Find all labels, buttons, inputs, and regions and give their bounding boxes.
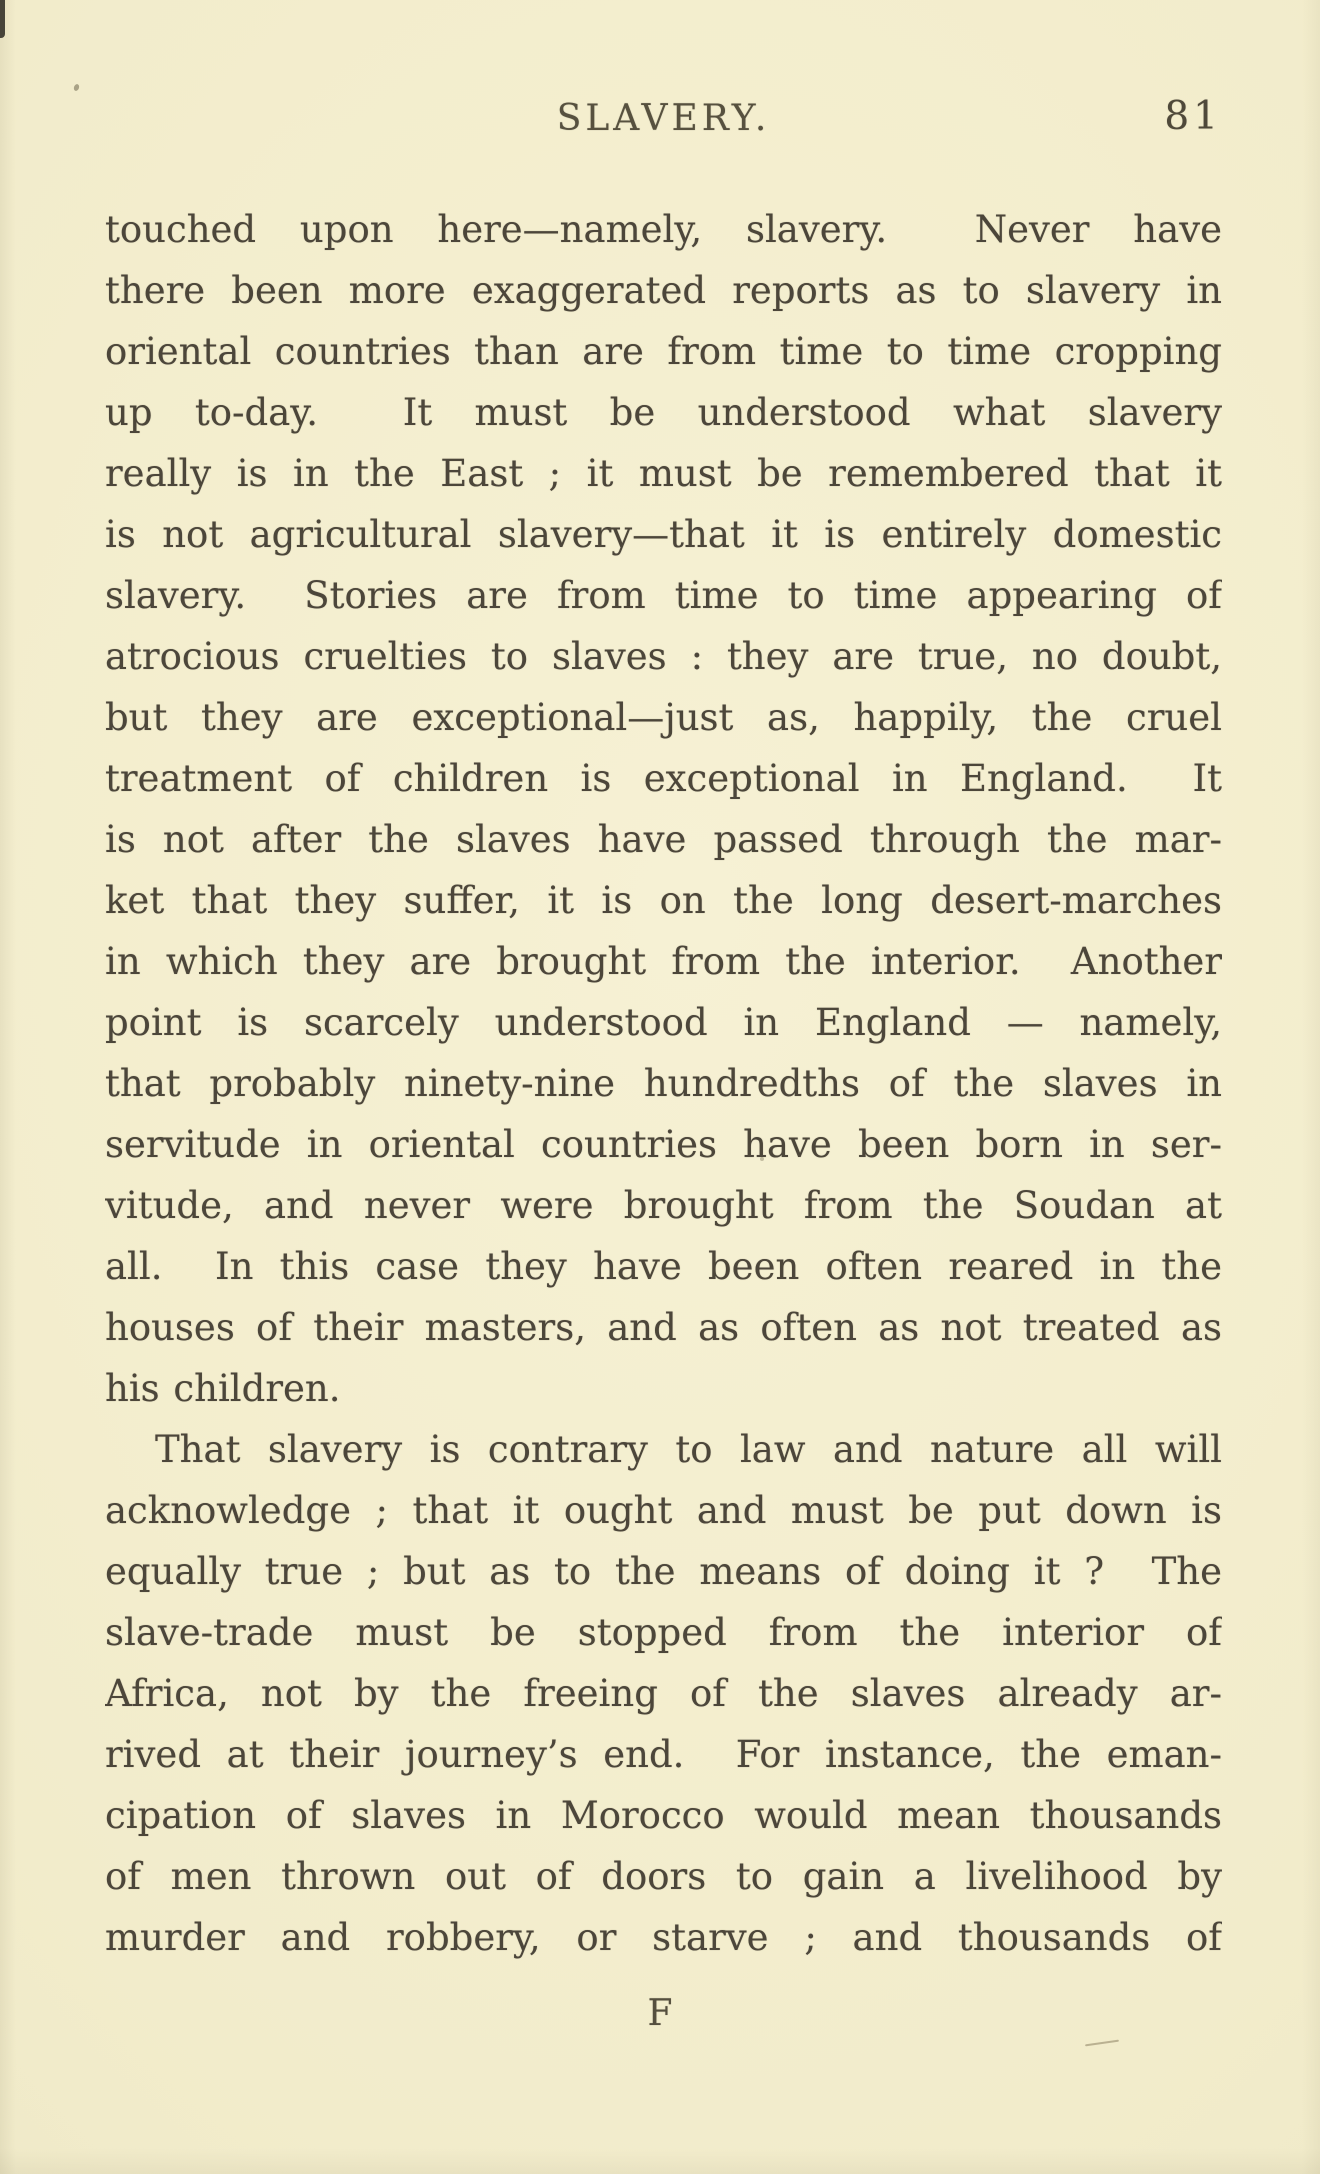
text-line: there been more exaggerated reports as to slavery in xyxy=(105,269,1222,312)
text-line: acknowledge ; that it ought and must be put down is xyxy=(105,1489,1222,1532)
text-line: atrocious cruelties to slaves : they are true, no doubt, xyxy=(105,635,1222,678)
signature-mark: F xyxy=(647,1993,673,2034)
page-footer xyxy=(0,1993,1320,2034)
text-line: treatment of children is exceptional in England. It xyxy=(105,757,1222,800)
text-line: equally true ; but as to the means of doing it ? The xyxy=(105,1550,1222,1593)
running-title: SLAVERY. xyxy=(556,98,771,139)
text-line: point is scarcely understood in England — namely, xyxy=(105,1001,1222,1044)
text-line: vitude, and never were brought from the Soudan at xyxy=(105,1184,1222,1227)
text-line: murder and robbery, or starve ; and thousands of xyxy=(105,1916,1222,1959)
text-line: rived at their journey’s end. For instance, the eman- xyxy=(105,1733,1222,1776)
text-line: houses of their masters, and as often as not treated as xyxy=(105,1306,1222,1349)
text-line: is not agricultural slavery—that it is entirely domestic xyxy=(105,513,1222,556)
text-line: up to-day. It must be understood what slavery xyxy=(105,391,1222,434)
text-line: slavery. Stories are from time to time appearing of xyxy=(105,574,1222,617)
text-line: all. In this case they have been often reared in the xyxy=(105,1245,1222,1288)
text-line: cipation of slaves in Morocco would mean thousands xyxy=(105,1794,1222,1837)
paragraph xyxy=(105,1419,1222,1968)
text-line: really is in the East ; it must be remembered that it xyxy=(105,452,1222,495)
page-body xyxy=(105,199,1222,1968)
scan-artifact-speck xyxy=(73,83,80,91)
page-number: 81 xyxy=(1164,94,1222,139)
text-line: ket that they suffer, it is on the long desert-marches xyxy=(105,879,1222,922)
text-line: That slavery is contrary to law and nature all will xyxy=(155,1428,1222,1471)
text-line: in which they are brought from the interior. Another xyxy=(105,940,1222,983)
scan-artifact-edge xyxy=(0,0,5,38)
page-header xyxy=(105,94,1222,150)
text-line: slave-trade must be stopped from the interior of xyxy=(105,1611,1222,1654)
text-line: touched upon here—namely, slavery. Never have xyxy=(105,208,1222,251)
text-line: is not after the slaves have passed through the mar- xyxy=(105,818,1222,861)
scan-artifact-scratch xyxy=(1085,2040,1119,2047)
text-line: Africa, not by the freeing of the slaves already ar- xyxy=(105,1672,1222,1715)
text-line: that probably ninety-nine hundredths of the slaves in xyxy=(105,1062,1222,1105)
text-line: servitude in oriental countries have been born in ser- xyxy=(105,1123,1222,1166)
text-line: of men thrown out of doors to gain a livelihood by xyxy=(105,1855,1222,1898)
text-line: but they are exceptional—just as, happily, the cruel xyxy=(105,696,1222,739)
text-line: his children. xyxy=(105,1367,341,1410)
text-line: oriental countries than are from time to time cropping xyxy=(105,330,1222,373)
paragraph xyxy=(105,199,1222,1419)
